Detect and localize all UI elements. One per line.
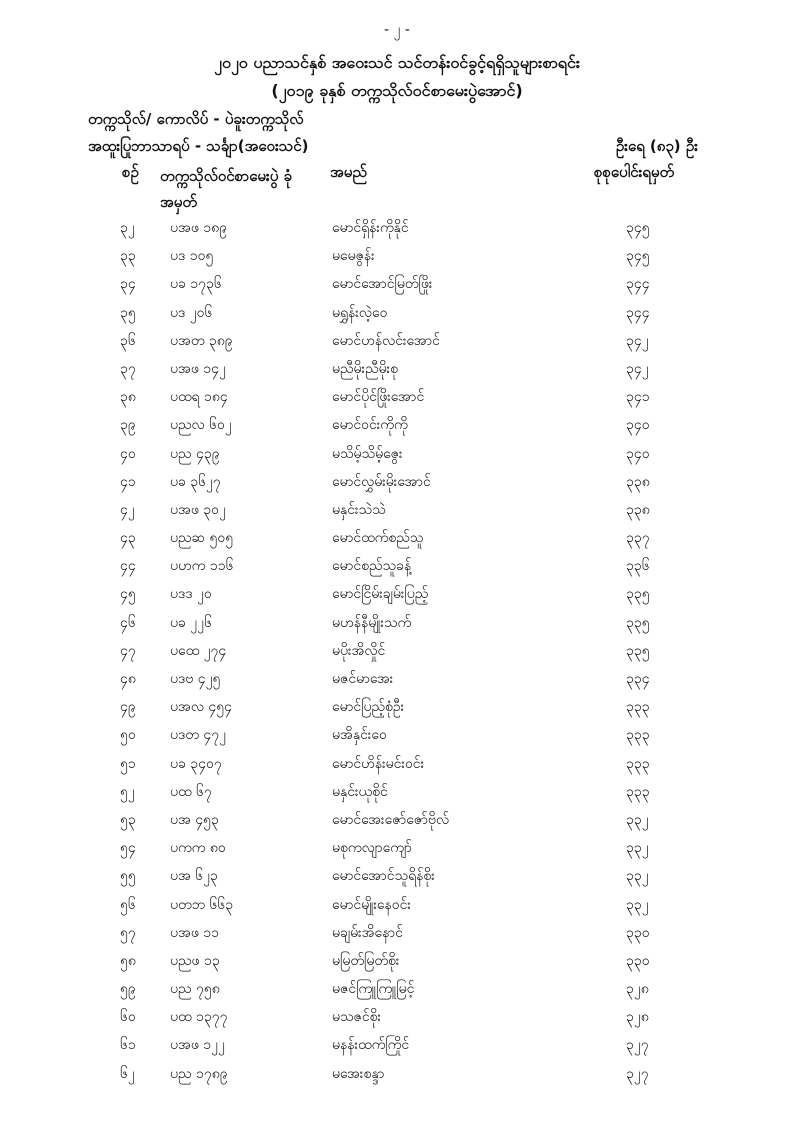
- row-number: ၃၈: [120, 389, 136, 406]
- table-row: [0, 754, 794, 782]
- roll-number: ပထေ ၂၇၄: [170, 642, 227, 659]
- roll-number: ပထ ၆၇: [170, 783, 212, 800]
- page-number: - ၂ -: [384, 22, 410, 38]
- row-number: ၅၃: [120, 811, 136, 828]
- roll-number: ပခ ၁၇၃၆: [170, 276, 222, 293]
- total-marks: ၃၄၄: [626, 304, 650, 321]
- student-name: မနန်းထက်ကြိုင်: [332, 1037, 410, 1054]
- row-number: ၅၀: [120, 727, 136, 744]
- student-name: မောင်အေးဇော်ဇော်ဗိုလ်: [332, 811, 450, 828]
- total-marks: ၃၃၅: [626, 642, 650, 659]
- student-name: မောင်မျိုးနေဝင်း: [332, 896, 411, 913]
- total-marks: ၃၃၅: [626, 586, 650, 603]
- roll-number: ပအဖ ၁၄၂: [170, 360, 226, 377]
- student-name: မချမ်းအိနောင်: [332, 924, 403, 941]
- table-row: [0, 359, 794, 387]
- row-number: ၅၅: [120, 868, 136, 885]
- table-row: [0, 979, 794, 1007]
- table-row: [0, 1035, 794, 1063]
- roll-number: ပထရ ၁၈၄: [170, 389, 228, 406]
- roll-number: ပဒ ၂၀၆: [170, 304, 213, 321]
- total-marks: ၃၄၅: [626, 220, 650, 236]
- roll-number: ပအဖ ၃၀၂: [170, 501, 226, 518]
- student-list: [0, 218, 794, 1092]
- document-title: ၂၀၂၀ ပညာသင်နှစ် အဝေးသင် သင်တန်းဝင်ခွင့်ရရှိသူများစာရင်း: [214, 53, 580, 72]
- row-number: ၄၃: [120, 530, 136, 547]
- header-marks: စုစုပေါင်းရမှတ်: [594, 163, 675, 181]
- roll-number: ပတဘ ၆၆၃: [170, 896, 234, 913]
- total-marks: ၃၃၀: [626, 952, 650, 969]
- student-name: မောင်ဟန်လင်းအောင်: [332, 332, 440, 349]
- row-number: ၅၉: [120, 981, 136, 998]
- roll-number: ပအဖ ၁၁: [170, 924, 220, 941]
- student-name: မောင်စည်သူခန့်: [332, 558, 412, 575]
- row-number: ၅၇: [120, 924, 136, 941]
- student-name: မောင်ဟိန်းမင်းဝင်း: [332, 755, 425, 772]
- quota-label: ဦးရေ (၈၃) ဦး: [615, 137, 698, 155]
- row-number: ၅၈: [120, 952, 136, 969]
- roll-number: ပထ ၁၃၇၇: [170, 1009, 228, 1026]
- student-name: မစုကလျာကျော်: [332, 840, 412, 857]
- table-row: [0, 697, 794, 725]
- roll-number: ပအဖ ၁၈၉: [170, 220, 228, 236]
- row-number: ၄၀: [120, 445, 136, 462]
- total-marks: ၃၃၈: [626, 473, 650, 490]
- table-row: [0, 444, 794, 472]
- table-row: [0, 1064, 794, 1092]
- roll-number: ပဒဒ ၂၀: [170, 586, 212, 603]
- student-name: မောင်ရှိန်းကိုနိုင်: [332, 220, 409, 236]
- total-marks: ၃၃၄: [626, 671, 650, 687]
- total-marks: ၃၃၃: [626, 783, 650, 800]
- student-name: မနှင်းယုစိုင်: [332, 783, 388, 800]
- roll-number: ပခ ၂၂၆: [170, 614, 212, 631]
- total-marks: ၃၃၀: [626, 924, 650, 941]
- student-name: မောင်အောင်မြတ်ဖြိုး: [332, 276, 433, 293]
- table-row: [0, 331, 794, 359]
- university-label: တက္ကသိုလ်/ ကောလိပ် - ပဲခူးတက္ကသိုလ်: [88, 110, 304, 128]
- table-row: [0, 641, 794, 669]
- table-row: [0, 387, 794, 415]
- student-name: မနှင်းသဲသဲ: [332, 501, 386, 518]
- student-name: မောင်အောင်သူရိန်စိုး: [332, 868, 435, 885]
- roll-number: ပအလ ၄၅၄: [170, 699, 233, 716]
- roll-number: ပခ ၃၆၂၇: [170, 473, 221, 490]
- row-number: ၅၆: [120, 896, 136, 913]
- student-name: မအိနှင်းဝေ: [332, 727, 387, 744]
- header-name: အမည်: [330, 163, 367, 181]
- table-row: [0, 895, 794, 923]
- student-name: မောင်ဝင်းကိုကို: [332, 417, 408, 434]
- total-marks: ၃၂၈: [626, 1009, 649, 1026]
- table-row: [0, 246, 794, 274]
- table-row: [0, 725, 794, 753]
- row-number: ၅၄: [120, 840, 136, 857]
- table-row: [0, 472, 794, 500]
- total-marks: ၃၃၇: [626, 530, 650, 547]
- row-number: ၄၁: [120, 473, 136, 490]
- student-name: မဟန်နီမျိုးသက်: [332, 614, 412, 631]
- student-name: မောင်လွှမ်းမိုးအောင်: [332, 473, 431, 490]
- roll-number: ပဒ ၁၀၅: [170, 248, 214, 265]
- student-name: မညီမိုးညီမိုးစု: [332, 360, 399, 377]
- roll-number: ပအတ ၃၈၉: [170, 332, 233, 349]
- total-marks: ၃၂၈: [626, 981, 649, 998]
- row-number: ၆၂: [120, 1065, 135, 1082]
- row-number: ၄၅: [120, 586, 136, 603]
- roll-number: ပဒဗ ၄၂၅: [170, 671, 221, 687]
- table-row: [0, 500, 794, 528]
- total-marks: ၃၃၃: [626, 755, 650, 772]
- row-number: ၅၂: [120, 783, 135, 800]
- header-roll: တက္ကသိုလ်ဝင်စာမေးပွဲ ခုံအမှတ်: [160, 167, 292, 211]
- total-marks: ၃၃၃: [626, 699, 650, 716]
- row-number: ၃၂: [120, 220, 135, 236]
- table-row: [0, 782, 794, 810]
- row-number: ၆၁: [120, 1037, 136, 1054]
- student-name: မသဇင်စိုး: [332, 1009, 382, 1026]
- total-marks: ၃၃၅: [626, 614, 650, 631]
- header-no: စဉ်: [122, 163, 139, 181]
- total-marks: ၃၄၂: [626, 360, 649, 377]
- row-number: ၃၇: [120, 360, 136, 377]
- roll-number: ပည ၄၃၉: [170, 445, 220, 462]
- total-marks: ၃၃၂: [626, 840, 649, 857]
- total-marks: ၃၃၂: [626, 811, 649, 828]
- row-number: ၃၅: [120, 304, 136, 321]
- total-marks: ၃၃၈: [626, 501, 650, 518]
- row-number: ၄၇: [120, 642, 136, 659]
- total-marks: ၃၃၃: [626, 727, 650, 744]
- roll-number: ပအ ၆၂၃: [170, 868, 218, 885]
- total-marks: ၃၃၆: [626, 558, 650, 575]
- total-marks: ၃၃၂: [626, 896, 649, 913]
- roll-number: ပညဆ ၅၀၅: [170, 530, 234, 547]
- table-row: [0, 1007, 794, 1035]
- student-name: မောင်ပြည့်စုံဦး: [332, 699, 405, 716]
- student-name: မဇင်ကြူကြူမြင့်: [332, 981, 415, 998]
- student-name: မမြတ်မြတ်စိုး: [332, 952, 400, 969]
- table-row: [0, 303, 794, 331]
- table-row: [0, 613, 794, 641]
- row-number: ၆၀: [120, 1009, 136, 1026]
- student-name: မပိုးအိလှိုင်: [332, 642, 386, 659]
- roll-number: ပညလ ၆၀၂: [170, 417, 232, 434]
- roll-number: ပအ ၄၅၃: [170, 811, 219, 828]
- student-name: မောင်ထက်စည်သူ: [332, 530, 424, 547]
- student-name: မောင်ငြိမ်းချမ်းပြည့်: [332, 586, 429, 603]
- table-row: [0, 923, 794, 951]
- total-marks: ၃၃၂: [626, 868, 649, 885]
- document-subtitle: (၂၀၁၉ ခုနှစ် တက္ကသိုလ်ဝင်စာမေးပွဲအောင်): [271, 81, 523, 100]
- table-row: [0, 274, 794, 302]
- total-marks: ၃၄၅: [626, 248, 650, 265]
- table-row: [0, 951, 794, 979]
- student-name: မသိမ့်သိမ့်ဇွေး: [332, 445, 403, 462]
- roll-number: ပဒတ ၄၇၂: [170, 727, 226, 744]
- total-marks: ၃၂၇: [626, 1065, 649, 1082]
- total-marks: ၃၄၀: [626, 417, 650, 434]
- row-number: ၄၈: [120, 671, 136, 687]
- roll-number: ပည ၇၅၈: [170, 981, 220, 998]
- row-number: ၃၆: [120, 332, 136, 349]
- row-number: ၄၉: [120, 699, 136, 716]
- row-number: ၄၄: [120, 558, 136, 575]
- student-name: မောင်ပိုင်ဖြိုးအောင်: [332, 389, 425, 406]
- row-number: ၃၉: [120, 417, 136, 434]
- roll-number: ပအဖ ၁၂၂: [170, 1037, 225, 1054]
- table-row: [0, 866, 794, 894]
- row-number: ၃၃: [120, 248, 136, 265]
- table-row: [0, 556, 794, 584]
- table-row: [0, 415, 794, 443]
- row-number: ၅၁: [120, 755, 136, 772]
- total-marks: ၃၂၇: [626, 1037, 649, 1054]
- table-row: [0, 810, 794, 838]
- row-number: ၃၄: [120, 276, 136, 293]
- table-row: [0, 218, 794, 246]
- row-number: ၄၆: [120, 614, 136, 631]
- table-row: [0, 669, 794, 697]
- branch-label: အထူးပြုဘာသာရပ် - သင်္ချာ(အဝေးသင်): [88, 137, 309, 155]
- student-name: မအေးစန္ဒာ: [332, 1065, 385, 1082]
- roll-number: ပညဖ ၁၃: [170, 952, 220, 969]
- total-marks: ၃၄၄: [626, 276, 650, 293]
- student-name: မမေဇွန်း: [332, 248, 375, 265]
- student-name: မရွှန်းလဲ့ဝေ: [332, 304, 388, 321]
- roll-number: ပကက ၈၀: [170, 840, 226, 857]
- table-row: [0, 838, 794, 866]
- total-marks: ၃၄၁: [626, 389, 650, 406]
- student-name: မဇင်မာအေး: [332, 671, 394, 687]
- row-number: ၄၂: [120, 501, 135, 518]
- roll-number: ပခ ၃၄၀၇: [170, 755, 222, 772]
- roll-number: ပဟက ၁၁၆: [170, 558, 234, 575]
- roll-number: ပည ၁၇၈၉: [170, 1065, 228, 1082]
- total-marks: ၃၄၂: [626, 332, 649, 349]
- table-row: [0, 584, 794, 612]
- table-row: [0, 528, 794, 556]
- total-marks: ၃၄၀: [626, 445, 650, 462]
